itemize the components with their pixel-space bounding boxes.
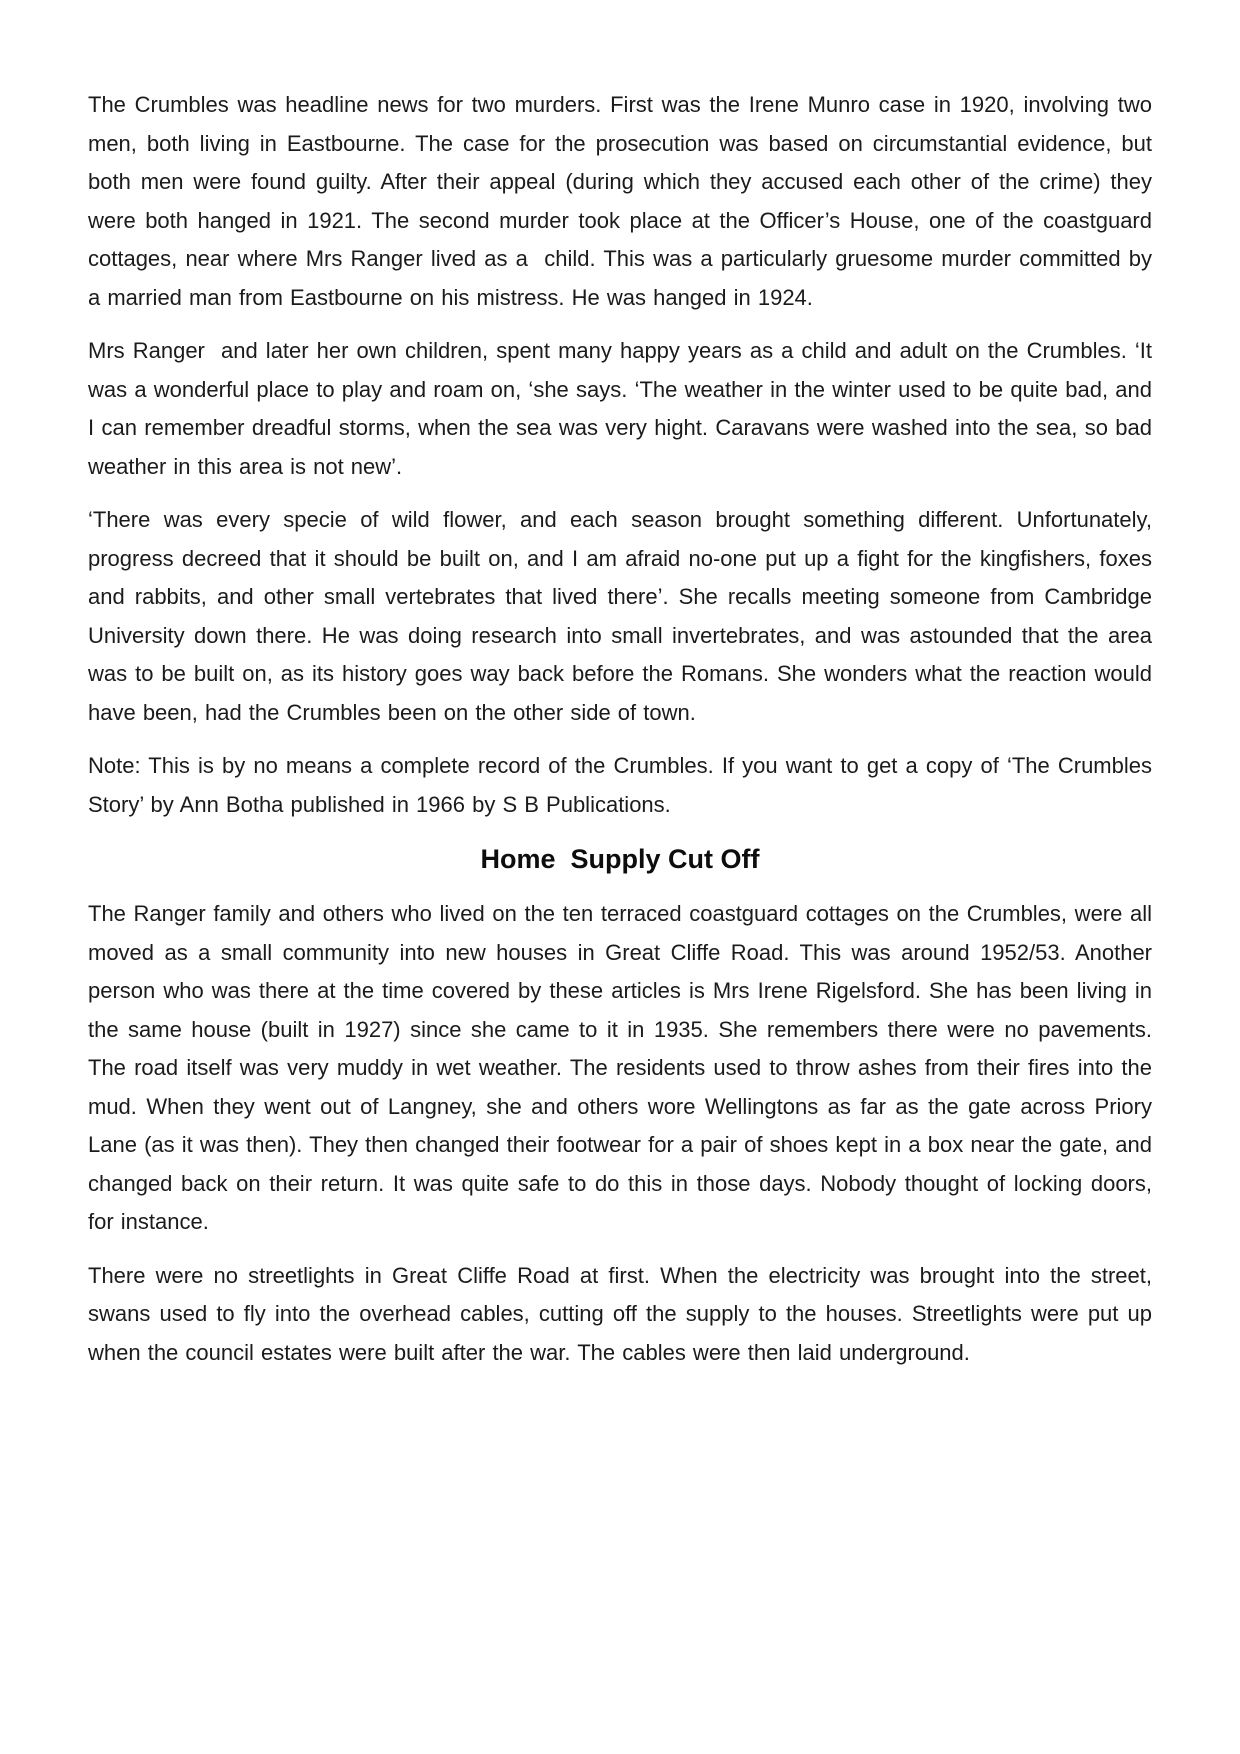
paragraph-wild-flowers: ‘There was every specie of wild flower, and each season brought something different. Unfortunately, progress decreed that it should be built on, and I am afraid no-one put up a fight for the kingfishers, foxes and rabbits, and other small vertebrates that lived there’. She recalls meeting someone from Cambridge University down there. He was doing research into small invertebrates, and was astounded that the area was to be built on, as its history goes way back before the Romans. She wonders what the reaction would have been, had the Crumbles been on the other side of town. [88, 507, 1152, 725]
paragraph-ranger-family-move: The Ranger family and others who lived on the ten terraced coastguard cottages on the Crumbles, were all moved as a small community into new houses in Great Cliffe Road. This was around 1952/53. Another person who was there at the time covered by these articles is Mrs Irene Rigelsford. She has been living in the same house (built in 1927) since she came to it in 1935. She remembers there were no pavements. The road itself was very muddy in wet weather. The residents used to throw ashes from their fires into the mud. When they went out of Langney, she and others wore Wellingtons as far as the gate across Priory Lane (as it was then). They then changed their footwear for a pair of shoes kept in a box near the gate, and changed back on their return. It was quite safe to do this in those days. Nobody thought of locking doors, for instance. [88, 901, 1152, 1234]
paragraph-streetlights: There were no streetlights in Great Cliffe Road at first. When the electricity was brought into the street, swans used to fly into the overhead cables, cutting off the supply to the houses. Streetlights were put up when the council estates were built after the war. The cables were then laid underground. [88, 1262, 1152, 1365]
section-heading-home-supply-cut-off: Home Supply Cut Off [480, 844, 760, 874]
paragraph-crumbles-murders: The Crumbles was headline news for two murders. First was the Irene Munro case in 1920, involving two men, both living in Eastbourne. The case for the prosecution was based on circumstantial evidence, but both men were found guilty. After their appeal (during which they accused each other of the crime) they were both hanged in 1921. The second murder took place at the Officer’s House, one of the coastguard cottages, near where Mrs Ranger lived as a child. This was a particularly gruesome murder committed by a married man from Eastbourne on his mistress. He was hanged in 1924. [88, 92, 1152, 310]
paragraph-note: Note: This is by no means a complete record of the Crumbles. If you want to get a copy of ‘The Crumbles Story’ by Ann Botha published in 1966 by S B Publications. [88, 753, 1152, 817]
paragraph-mrs-ranger-childhood: Mrs Ranger and later her own children, spent many happy years as a child and adult on the Crumbles. ‘It was a wonderful place to play and roam on, ‘she says. ‘The weather in the winter used to be quite bad, and I can remember dreadful storms, when the sea was very hight. Caravans were washed into the sea, so bad weather in this area is not new’. [88, 338, 1152, 479]
